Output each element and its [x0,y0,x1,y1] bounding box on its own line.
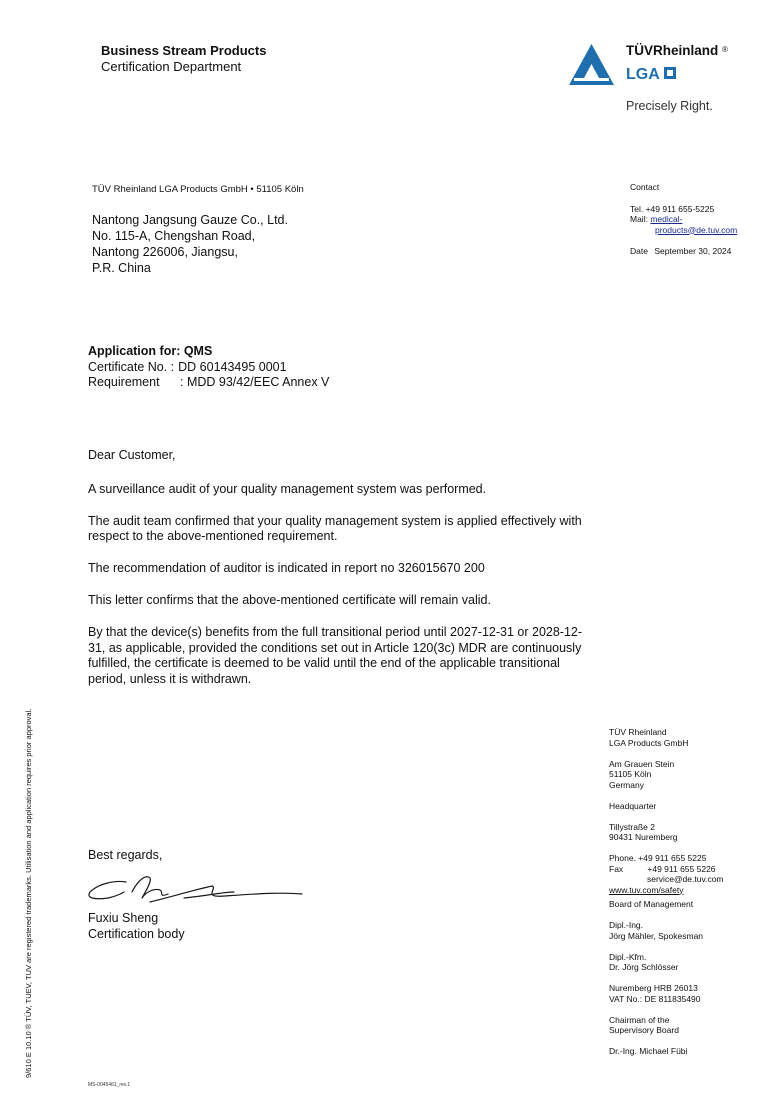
body-paragraph: This letter confirms that the above-mentioned certificate will remain valid. [88,592,491,607]
body-paragraph: The audit team confirmed that your quality management system is applied effectively with respect to the above-mentioned requirement. [88,513,582,544]
sidebar-line: Headquarter [609,800,657,811]
sidebar-line: VAT No.: DE 811835490 [609,993,701,1004]
form-number: MS-0045461_rev.1 [88,1082,131,1088]
header-title: Business Stream Products [101,43,267,58]
signature-image [84,868,306,914]
certificate-value: DD 60143495 0001 [178,359,287,374]
certificate-label: Certificate No. : [88,359,175,374]
recipient-line: Nantong Jangsung Gauze Co., Ltd. [92,213,288,227]
application-heading: Application for: QMS [88,344,213,358]
contact-block [630,182,737,257]
contact-mail-label: Mail: [630,214,648,224]
sidebar-line: 51105 Köln [609,769,652,779]
sidebar-line: Am Grauen Stein [609,758,675,769]
sidebar-line: Supervisory Board [609,1025,679,1035]
sidebar-line: Jörg Mähler, Spokesman [609,930,704,941]
sidebar-phone: Phone. +49 911 655 5225 [609,853,707,863]
triangle-logo-icon [566,40,736,120]
date-label: Date [630,246,648,256]
sidebar-line: Tillystraße 2 [609,821,655,832]
sidebar-line: Chairman of the [609,1014,670,1025]
tuv-logo [566,40,736,120]
contact-tel: Tel. +49 911 655-5225 [630,203,715,214]
body-paragraph: By that the device(s) benefits from the full transitional period until 2027-12-31 or 2028-12-31, as applicable, provided the conditions set out in Article 120(3c) MDR are continuously fulfilled, the certificate is deemed to be valid until the end of the applicable transitional period, unless it is withdrawn. [88,624,583,687]
closing-regards: Best regards, [88,848,163,862]
recipient-address [92,212,288,276]
signer-role: Certification body [88,927,185,941]
body-paragraph: The recommendation of auditor is indicated in report no 326015670 200 [88,561,485,576]
contact-mail-link[interactable]: medical- [650,214,683,224]
sidebar-line: Dr. Jörg Schlösser [609,962,679,972]
sidebar-line: Nuremberg HRB 26013 [609,983,698,993]
body-paragraph: A surveillance audit of your quality management system was performed. [88,481,487,496]
sidebar-fax-label: Fax [609,863,624,874]
signer-name: Fuxiu Sheng [88,911,159,925]
logo-brand: TÜVRheinland [626,43,719,58]
salutation: Dear Customer, [88,448,176,462]
logo-tagline: Precisely Right. [626,99,713,113]
company-sidebar [609,727,724,1057]
logo-sub: LGA [626,66,660,83]
logo-registered: ® [722,45,728,54]
letter-body [88,448,593,704]
sidebar-line: 90431 Nuremberg [609,832,678,842]
sidebar-web-link[interactable]: www.tuv.com/safety [609,884,684,895]
sidebar-line: Dipl.-Ing. [609,920,644,930]
sidebar-line: Dipl.-Kfm. [609,951,647,962]
header-department: Certification Department [101,59,242,74]
sidebar-line: Dr.-Ing. Michael Fübi [609,1046,688,1056]
signer-block [88,910,185,942]
sidebar-line: TÜV Rheinland [609,727,667,737]
contact-mail-link-cont[interactable]: products@de.tuv.com [655,224,738,235]
sidebar-line: Germany [609,779,644,790]
recipient-line: P.R. China [92,261,151,275]
requirement-label: Requirement [88,375,160,389]
trademark-note: 9/610 E 10.10 ® TÜV, TUEV, TUV are registered trademarks. Utilisation and application requires prior approval. [24,708,33,1078]
sidebar-line: Board of Management [609,899,694,909]
application-block [88,344,329,391]
sidebar-fax: +49 911 655 5226 [647,863,716,874]
date-value: September 30, 2024 [654,246,732,256]
sidebar-email: service@de.tuv.com [647,874,724,884]
requirement-value: : MDD 93/42/EEC Annex V [180,375,330,389]
recipient-line: No. 115-A, Chengshan Road, [92,229,256,243]
contact-heading: Contact [630,182,660,192]
sender-line: TÜV Rheinland LGA Products GmbH • 51105 Köln [92,184,304,195]
recipient-line: Nantong 226006, Jiangsu, [92,245,238,259]
sidebar-line: LGA Products GmbH [609,737,689,748]
